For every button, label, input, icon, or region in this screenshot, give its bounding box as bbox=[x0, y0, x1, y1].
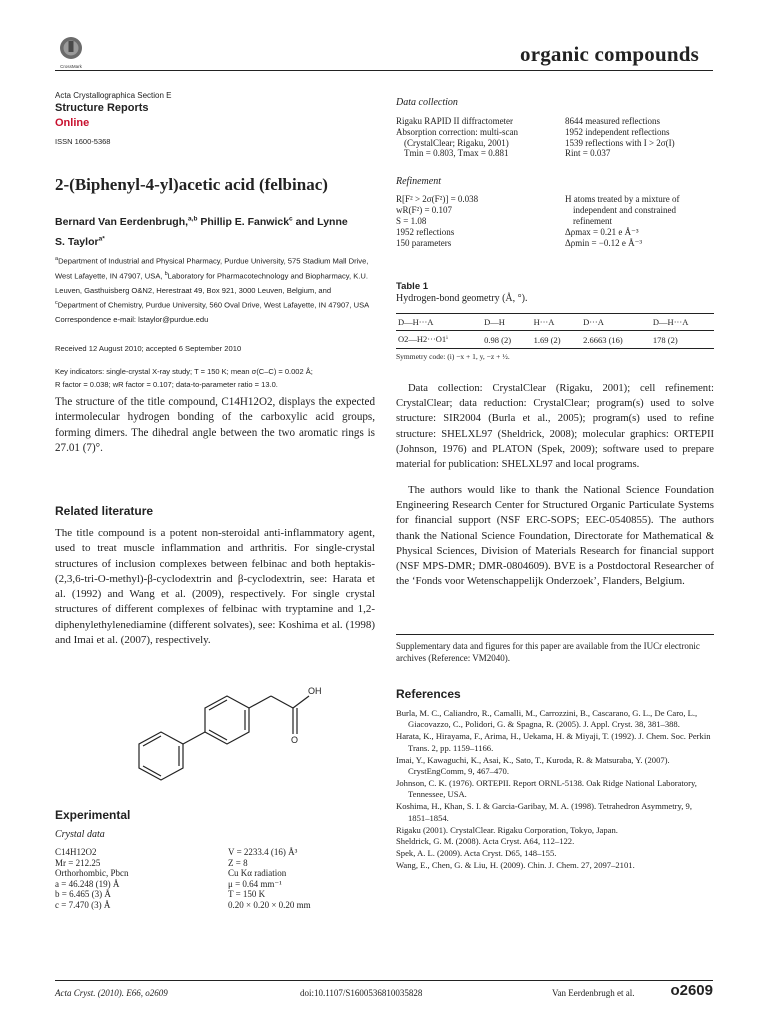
reference-item: Sheldrick, G. M. (2008). Acta Cryst. A64, 112–122. bbox=[396, 836, 575, 847]
software-paragraph: Data collection: CrystalClear (Rigaku, 2001); cell refinement: CrystalClear; data reduction: CrystalClear; program(s) used to solve structure: SIR2004 (Burla et al., 2005); program(s) used to refine structure: SHELXL97 (Sheldrick, 2008); molecular graphics: ORTEPII (Johnson, 1976) and PLATON (Spek, 2009); software used to prepare material for publication: SHELXL97 and local programs. bbox=[396, 383, 714, 471]
page-footer bbox=[55, 980, 713, 999]
reference-item: Koshima, H., Khan, S. I. & Garcia-Garibay, M. A. (1998). Tetrahedron Asymmetry, 9, 1851–1854. bbox=[396, 801, 692, 823]
table-header-row: D—H···A D—H H···A D···A D—H···A bbox=[396, 314, 714, 331]
author-2[interactable]: Phillip E. Fanwick$^c$ bbox=[197, 215, 293, 228]
logo-text: CrossMark bbox=[60, 64, 82, 69]
supplementary-note: Supplementary data and figures for this paper are available from the IUCr electronic archives (Reference: VM2040). bbox=[396, 634, 714, 664]
related-heading: Related literature bbox=[55, 504, 154, 518]
data-collection-heading: Data collection bbox=[396, 97, 458, 108]
journal-info bbox=[55, 90, 375, 146]
refinement-heading: Refinement bbox=[396, 176, 441, 187]
reference-item: Burla, M. C., Caliandro, R., Camalli, M., Carrozzini, B., Cascarano, G. L., De Caro, L., Giacovazzo, C., Polidori, G. & Spagna, R. (2005). J. Appl. Cryst. 38, 381–388. bbox=[396, 708, 698, 730]
correspondence[interactable]: Correspondence e-mail: lstaylor@purdue.edu bbox=[55, 314, 209, 324]
chemical-scheme bbox=[115, 680, 325, 795]
refinement-left: R[F² > 2σ(F²)] = 0.038 wR(F²) = 0.107 S = 1.08 1952 reflections 150 parameters bbox=[396, 194, 479, 248]
authors bbox=[55, 210, 355, 251]
footer-doi[interactable]: doi:10.1107/S1600536810035828 bbox=[300, 988, 423, 998]
acknowledgement: The authors would like to thank the National Science Foundation Engineering Research Center for Structured Organic Particulate Systems for financial support (NSF ERC-SOPS; EEC-0540855). The authors thank the National Science Foundation, Directorate for Mathematical & Physical Sciences, Division of Materials Research for financial support (NSF MPS-DMR; DMR-0804609). BVE is a Postdoctoral Researcher of the ‘Fonds voor Wetenschappelijk Onderzoek’, Flanders, Belgium. bbox=[396, 484, 714, 588]
crystal-data-left: C14H12O2 Mr = 212.25 Orthorhombic, Pbcn a = 46.248 (19) Å b = 6.465 (3) Å c = 7.470 (3) Å bbox=[55, 847, 129, 910]
reference-item: Imai, Y., Kawaguchi, K., Asai, K., Sato, T., Kuroda, R. & Matsuraba, Y. (2007). CrystEngComm, 9, 467–470. bbox=[396, 754, 670, 777]
refinement-right: H atoms treated by a mixture of independent and constrained refinement Δρmax = 0.21 e Å⁻³ Δρmin = −0.12 e Å⁻³ bbox=[565, 194, 680, 248]
reference-item: Spek, A. L. (2009). Acta Cryst. D65, 148–155. bbox=[396, 848, 557, 859]
o-label: O bbox=[291, 735, 299, 745]
references-heading: References bbox=[396, 687, 461, 701]
references-list bbox=[396, 708, 714, 872]
key-indicators: Key indicators: single-crystal X-ray study; T = 150 K; mean σ(C–C) = 0.002 Å; R factor = 0.038; wR factor = 0.107; data-to-parameter ratio = 13.0. bbox=[55, 367, 313, 389]
author-1[interactable]: Bernard Van Eerdenbrugh,$^{a,b}$ bbox=[55, 215, 198, 228]
reference-item: Wang, E., Chen, G. & Liu, H. (2009). Chin. J. Chem. 27, 2097–2101. bbox=[396, 860, 635, 871]
data-collection-right: 8644 measured reflections 1952 independent reflections 1539 reflections with I > 2σ(I) Rint = 0.037 bbox=[565, 116, 675, 159]
crystal-data-heading: Crystal data bbox=[55, 829, 105, 840]
crossmark-logo[interactable] bbox=[58, 36, 84, 68]
table1-footnote: Symmetry code: (i) −x + 1, y, −z + ½. bbox=[396, 352, 510, 361]
section-title: organic compounds bbox=[520, 42, 700, 66]
reference-item: Johnson, C. K. (1976). ORTEPII. Report ORNL-5138. Oak Ridge National Laboratory, Tennessee, USA. bbox=[396, 777, 697, 800]
footer-citation: Acta Cryst. (2010). E66, o2609 bbox=[55, 988, 168, 998]
crossmark-icon bbox=[58, 36, 84, 60]
hbond-table bbox=[396, 313, 714, 349]
crystal-data-right: V = 2233.4 (16) Å³ Z = 8 Cu Kα radiation μ = 0.64 mm⁻¹ T = 150 K 0.20 × 0.20 × 0.20 mm bbox=[228, 847, 311, 910]
page-number: o2609 bbox=[670, 982, 713, 999]
article-title bbox=[55, 175, 375, 195]
related-text: The title compound is a potent non-steroidal anti-inflammatory agent, used to treat muscle inflammation and arthritis. For single-crystal structures of inclusion complexes between felbinac and both heptakis-(2,3,6-tri-O-methyl)-β-cyclodextrin and β-cyclodextrin, see: Harata et al. (1992) and Wang et al. (2009), respectively. For single crystal structures of different complexes of felbinac with tryptamine and 1,2-diphenylethylenediamine (different solvates), see: Koshima et al. (1998) and Imai et al. (2007), respectively. bbox=[55, 527, 375, 647]
received-dates: Received 12 August 2010; accepted 6 September 2010 bbox=[55, 344, 242, 353]
title-text: 2-(Biphenyl-4-yl)acetic acid (felbinac) bbox=[55, 175, 328, 194]
journal-online: Online bbox=[55, 117, 90, 129]
header-rule bbox=[55, 70, 713, 71]
table1 bbox=[396, 281, 714, 361]
author-3[interactable]: and Lynne S. Taylor$^{a*}$ bbox=[55, 215, 348, 248]
footer-author: Van Eerdenbrugh et al. bbox=[552, 988, 635, 998]
abstract: The structure of the title compound, C14H12O2, displays the expected intermolecular hydrogen bonding of the carboxylic acid groups, forming dimers. The dihedral angle between the two aromatic rings is 27.01 (7)°. bbox=[55, 396, 375, 454]
reference-item: Harata, K., Hirayama, F., Arima, H., Uekama, H. & Miyaji, T. (1992). J. Chem. Soc. Perkin Trans. 2, pp. 1159–1166. bbox=[396, 731, 711, 753]
affiliations: $^a$Department of Industrial and Physical Pharmacy, Purdue University, 575 Stadium Mall Drive, West Lafayette, IN 47907, USA, $^b$Laboratory for Pharmacotechnology and Biopharmacy, K.U. Leuven, Gasthuisberg O&N2, Herestraat 49, Box 921, 3000 Leuven, Belgium, and $^c$Department of Chemistry, Purdue University, 560 Oval Drive, West Lafayette, IN 47907, USA Correspondence e-mail: lstaylor@purdue.edu bbox=[55, 253, 375, 327]
issn: ISSN 1600-5368 bbox=[55, 137, 111, 146]
table1-label: Table 1 bbox=[396, 281, 429, 292]
reference-item: Rigaku (2001). CrystalClear. Rigaku Corporation, Tokyo, Japan. bbox=[396, 824, 618, 835]
experimental-heading: Experimental bbox=[55, 808, 131, 822]
table-row: O2—H2···O1ⁱ 0.98 (2) 1.69 (2) 2.6663 (16) 178 (2) bbox=[396, 331, 714, 349]
table1-caption: Hydrogen-bond geometry (Å, °). bbox=[396, 293, 528, 304]
journal-section: Acta Crystallographica Section E bbox=[55, 91, 172, 100]
oh-label: OH bbox=[308, 686, 322, 696]
journal-name: Structure Reports bbox=[55, 102, 149, 114]
data-collection-left: Rigaku RAPID II diffractometer Absorption correction: multi-scan (CrystalClear; Rigaku, 2001) Tmin = 0.803, Tmax = 0.881 bbox=[396, 116, 518, 159]
